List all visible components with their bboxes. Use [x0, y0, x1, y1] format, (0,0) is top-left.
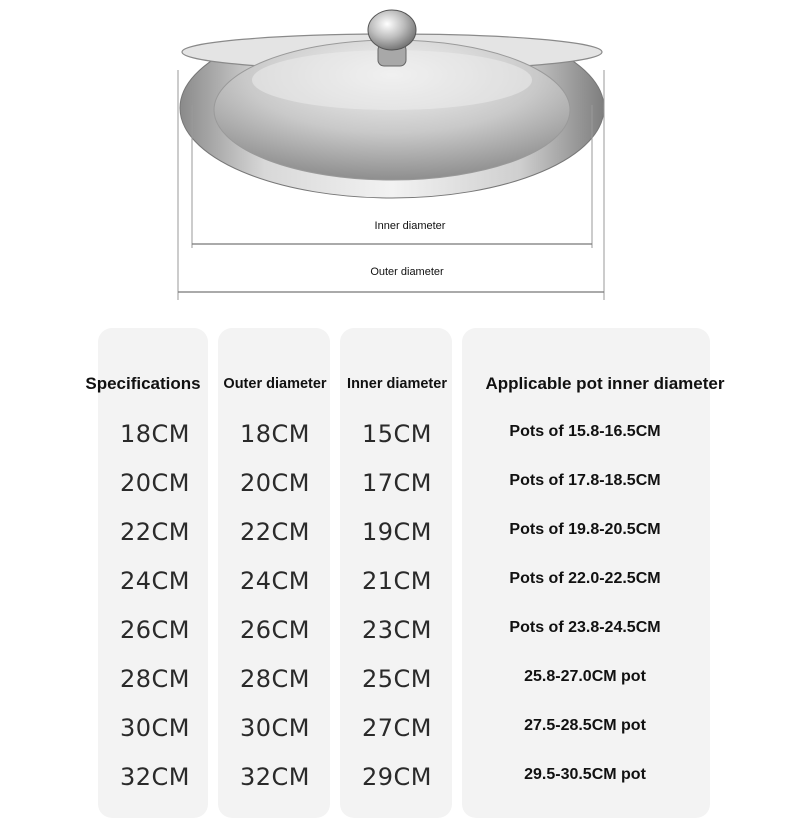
inner-diameter-cell: 29CM: [361, 763, 433, 791]
header-inner-diameter: Inner diameter: [347, 376, 447, 392]
outer-diameter-cell: 28CM: [239, 665, 311, 693]
pot-diameter-cell: Pots of 22.0-22.5CM: [509, 570, 661, 587]
inner-diameter-cell: 19CM: [361, 518, 433, 546]
header-specifications: Specifications: [85, 374, 201, 393]
spec-cell: 26CM: [119, 616, 191, 644]
pot-diameter-cell: 27.5-28.5CM pot: [524, 717, 646, 734]
knob-icon: [368, 10, 416, 50]
spec-cell: 30CM: [119, 714, 191, 742]
inner-diameter-cell: 21CM: [361, 567, 433, 595]
inner-diameter-cell: 15CM: [361, 420, 433, 448]
inner-diameter-cell: 23CM: [361, 616, 433, 644]
spec-cell: 28CM: [119, 665, 191, 693]
spec-cell: 18CM: [119, 420, 191, 448]
outer-diameter-label: Outer diameter: [370, 266, 444, 278]
outer-diameter-cell: 18CM: [239, 420, 311, 448]
outer-diameter-cell: 24CM: [239, 567, 311, 595]
pot-diameter-cell: Pots of 23.8-24.5CM: [509, 619, 661, 636]
spec-cell: 32CM: [119, 763, 191, 791]
spec-cell: 24CM: [119, 567, 191, 595]
pot-diameter-cell: Pots of 17.8-18.5CM: [509, 472, 661, 489]
lid-diagram: [0, 0, 800, 320]
spec-cell: 20CM: [119, 469, 191, 497]
inner-diameter-cell: 25CM: [361, 665, 433, 693]
inner-diameter-cell: 17CM: [361, 469, 433, 497]
pot-diameter-cell: Pots of 19.8-20.5CM: [509, 521, 661, 538]
pot-diameter-cell: Pots of 15.8-16.5CM: [509, 423, 661, 440]
header-outer-diameter: Outer diameter: [223, 376, 327, 392]
inner-diameter-label: Inner diameter: [374, 220, 446, 232]
outer-diameter-cell: 20CM: [239, 469, 311, 497]
outer-diameter-cell: 30CM: [239, 714, 311, 742]
pot-diameter-cell: 29.5-30.5CM pot: [524, 766, 646, 783]
header-pot-diameter: Applicable pot inner diameter: [485, 374, 725, 393]
pot-diameter-cell: 25.8-27.0CM pot: [524, 668, 646, 685]
outer-diameter-cell: 32CM: [239, 763, 311, 791]
outer-diameter-cell: 22CM: [239, 518, 311, 546]
spec-cell: 22CM: [119, 518, 191, 546]
inner-diameter-cell: 27CM: [361, 714, 433, 742]
outer-diameter-cell: 26CM: [239, 616, 311, 644]
